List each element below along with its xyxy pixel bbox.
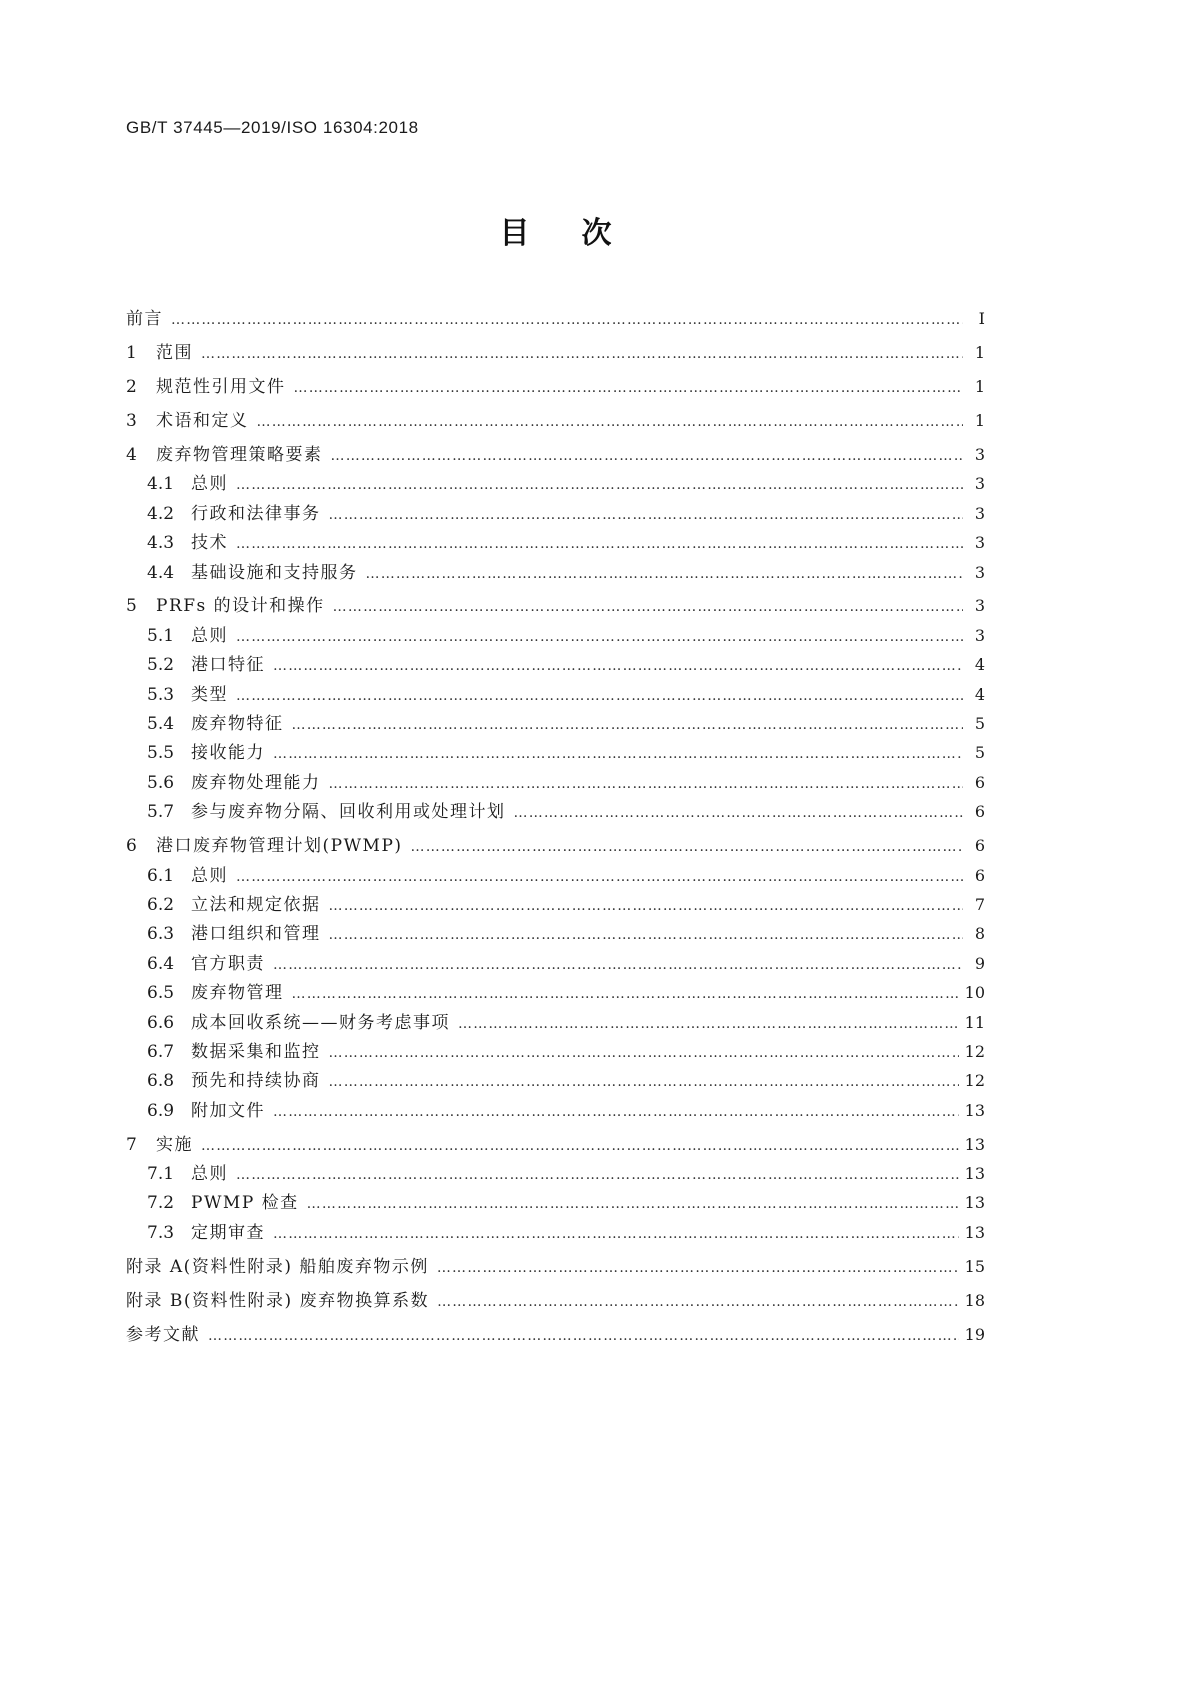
toc-entry-label: 附录 B(资料性附录) 废弃物换算系数 [126, 1290, 430, 1311]
toc-entry-page-number: 6 [974, 865, 985, 885]
toc-entry-label: 规范性引用文件 [156, 376, 286, 397]
toc-entry-number: 5.1 [147, 625, 175, 646]
toc-entry-label: 类型 [191, 684, 228, 705]
toc-entry[interactable] [126, 831, 985, 860]
toc-entry-page-number: 10 [964, 983, 985, 1003]
toc-entry-page-number: 3 [974, 596, 985, 616]
toc-entry-page-number: 3 [974, 444, 985, 464]
toc-entry-number: 6.1 [147, 865, 175, 886]
toc-entry[interactable] [126, 1008, 985, 1037]
dot-leader [333, 593, 963, 622]
toc-entry-page-number: 13 [964, 1164, 985, 1184]
toc-entry-number: 6.7 [147, 1041, 175, 1062]
dot-leader [273, 1220, 959, 1249]
dot-leader [236, 1161, 959, 1190]
toc-entry-page-number: 3 [974, 474, 985, 494]
toc-entry-number: 7.3 [147, 1222, 175, 1243]
dot-leader [329, 892, 964, 921]
toc-entry[interactable] [126, 591, 985, 620]
toc-entry-number: 6.6 [147, 1012, 175, 1033]
toc-entry[interactable] [126, 1188, 985, 1217]
toc-entry-label: 实施 [156, 1134, 193, 1155]
toc-entry-number: 6 [126, 836, 137, 857]
toc-entry[interactable] [126, 1320, 985, 1349]
toc-entry-label: 前言 [126, 309, 163, 329]
toc-entry-page-number: 15 [964, 1256, 985, 1276]
toc-entry-number: 5 [126, 596, 137, 617]
dot-leader [201, 1132, 959, 1161]
toc-entry-number: 5.2 [147, 655, 175, 676]
toc-entry-number: 6.3 [147, 924, 175, 945]
toc-entry-number: 6.5 [147, 983, 175, 1004]
toc-entry-number: 7 [126, 1134, 137, 1155]
dot-leader [292, 711, 964, 740]
toc-entry-label: 行政和法律事务 [191, 503, 321, 524]
toc-entry[interactable] [126, 890, 985, 919]
dot-leader [236, 530, 963, 559]
toc-entry-number: 4.2 [147, 503, 175, 524]
toc-entry-page-number: 13 [964, 1100, 985, 1120]
toc-entry-page-number: 18 [964, 1290, 985, 1310]
toc-entry-number: 1 [126, 342, 137, 363]
toc-entry-page-number: 13 [964, 1134, 985, 1154]
toc-entry-page-number: 1 [974, 376, 985, 396]
toc-entry-number: 5.6 [147, 772, 175, 793]
dot-leader [329, 501, 964, 530]
toc-entry[interactable] [126, 978, 985, 1007]
dot-leader [329, 1068, 959, 1097]
toc-entry[interactable] [126, 709, 985, 738]
toc-entry-label: 接收能力 [191, 743, 265, 764]
toc-entry-page-number: 3 [974, 533, 985, 553]
toc-entry-number: 6.9 [147, 1100, 175, 1121]
toc-entry-label: PWMP 检查 [191, 1193, 299, 1214]
toc-entry-label: 定期审查 [191, 1222, 265, 1243]
toc-entry-page-number: 13 [964, 1222, 985, 1242]
dot-leader [273, 951, 963, 980]
dot-leader [329, 921, 964, 950]
toc-entry-label: 术语和定义 [156, 410, 249, 431]
toc-entry[interactable] [126, 738, 985, 767]
dot-leader [437, 1254, 959, 1283]
toc-entry-page-number: 13 [964, 1193, 985, 1213]
toc-entry[interactable] [126, 304, 985, 333]
toc-entry[interactable] [126, 1096, 985, 1125]
toc-entry[interactable] [126, 621, 985, 650]
toc-entry[interactable] [126, 558, 985, 587]
toc-entry[interactable] [126, 338, 985, 367]
toc-entry-number: 5.5 [147, 743, 175, 764]
toc-entry-page-number: Ⅰ [978, 309, 985, 328]
toc-entry-number: 5.4 [147, 714, 175, 735]
toc-entry-page-number: 4 [974, 655, 985, 675]
dot-leader [273, 740, 963, 769]
toc-entry-label: 预先和持续协商 [191, 1071, 321, 1092]
title-char-left: 目 [499, 216, 530, 251]
toc-entry[interactable] [126, 528, 985, 557]
toc-entry-label: 附加文件 [191, 1100, 265, 1121]
toc-entry-label: 数据采集和监控 [191, 1041, 321, 1062]
table-of-contents [126, 304, 985, 1349]
page-title [0, 208, 1111, 252]
toc-entry-number: 2 [126, 376, 137, 397]
toc-entry[interactable] [126, 499, 985, 528]
toc-entry-page-number: 12 [964, 1041, 985, 1061]
dot-leader [273, 652, 963, 681]
dot-leader [366, 560, 964, 589]
toc-entry-page-number: 3 [974, 562, 985, 582]
toc-entry-label: 官方职责 [191, 953, 265, 974]
toc-entry[interactable] [126, 919, 985, 948]
dot-leader [208, 1322, 959, 1351]
toc-entry-label: 参考文献 [126, 1324, 200, 1345]
toc-entry-page-number: 4 [974, 684, 985, 704]
dot-leader [294, 374, 964, 403]
dot-leader [201, 340, 963, 369]
toc-entry-label: 港口特征 [191, 655, 265, 676]
dot-leader [307, 1190, 959, 1219]
toc-entry[interactable] [126, 949, 985, 978]
toc-entry[interactable] [126, 1159, 985, 1188]
toc-entry-label: 参与废弃物分隔、回收利用或处理计划 [191, 802, 506, 823]
toc-entry-page-number: 5 [974, 714, 985, 734]
dot-leader [236, 471, 963, 500]
toc-entry-label: 总则 [191, 1164, 228, 1185]
toc-entry-page-number: 11 [964, 1012, 985, 1032]
toc-entry-page-number: 3 [974, 625, 985, 645]
toc-entry-number: 3 [126, 410, 137, 431]
toc-entry-label: 港口组织和管理 [191, 924, 321, 945]
toc-entry-number: 7.2 [147, 1193, 175, 1214]
toc-entry[interactable] [126, 406, 985, 435]
toc-entry-label: 港口废弃物管理计划(PWMP) [156, 836, 403, 857]
toc-entry[interactable] [126, 768, 985, 797]
dot-leader [514, 799, 964, 828]
toc-entry-number: 4.4 [147, 562, 175, 583]
dot-leader [171, 306, 963, 335]
toc-entry[interactable] [126, 1037, 985, 1066]
toc-entry-page-number: 6 [974, 772, 985, 792]
toc-entry[interactable] [126, 1252, 985, 1281]
toc-entry-label: 技术 [191, 533, 228, 554]
toc-entry-page-number: 8 [974, 924, 985, 944]
toc-entry-label: 成本回收系统——财务考虑事项 [191, 1012, 450, 1033]
toc-entry-page-number: 6 [974, 802, 985, 822]
toc-entry-label: 立法和规定依据 [191, 894, 321, 915]
toc-entry[interactable] [126, 1286, 985, 1315]
toc-entry[interactable] [126, 1218, 985, 1247]
toc-entry-label: 范围 [156, 342, 193, 363]
dot-leader [236, 682, 963, 711]
toc-entry-number: 5.7 [147, 802, 175, 823]
toc-entry-number: 6.8 [147, 1071, 175, 1092]
standard-number: GB/T 37445—2019/ISO 16304:2018 [126, 118, 419, 137]
title-char-right: 次 [581, 216, 612, 251]
toc-entry[interactable] [126, 650, 985, 679]
toc-entry-page-number: 3 [974, 503, 985, 523]
toc-entry-page-number: 5 [974, 743, 985, 763]
toc-entry-number: 4 [126, 444, 137, 465]
toc-entry-label: 废弃物管理 [191, 983, 284, 1004]
toc-entry-label: 废弃物管理策略要素 [156, 444, 323, 465]
toc-entry-page-number: 12 [964, 1071, 985, 1091]
dot-leader [329, 770, 964, 799]
toc-entry-label: 废弃物特征 [191, 714, 284, 735]
dot-leader [329, 1039, 959, 1068]
dot-leader [458, 1010, 959, 1039]
toc-entry-number: 4.1 [147, 474, 175, 495]
toc-entry-label: 附录 A(资料性附录) 船舶废弃物示例 [126, 1256, 429, 1277]
dot-leader [437, 1288, 959, 1317]
toc-entry-number: 6.2 [147, 894, 175, 915]
toc-entry-page-number: 1 [974, 410, 985, 430]
toc-entry[interactable] [126, 797, 985, 826]
dot-leader [236, 623, 963, 652]
toc-entry-page-number: 9 [974, 953, 985, 973]
toc-entry[interactable] [126, 469, 985, 498]
toc-entry[interactable] [126, 680, 985, 709]
dot-leader [236, 863, 963, 892]
toc-entry-number: 6.4 [147, 953, 175, 974]
toc-entry-label: 总则 [191, 625, 228, 646]
toc-entry-page-number: 19 [964, 1324, 985, 1344]
toc-entry-number: 5.3 [147, 684, 175, 705]
toc-entry-page-number: 6 [974, 836, 985, 856]
toc-entry[interactable] [126, 1130, 985, 1159]
toc-entry[interactable] [126, 1066, 985, 1095]
toc-entry[interactable] [126, 861, 985, 890]
toc-entry-page-number: 7 [974, 894, 985, 914]
toc-entry-number: 4.3 [147, 533, 175, 554]
toc-entry-number: 7.1 [147, 1164, 175, 1185]
dot-leader [411, 833, 963, 862]
dot-leader [257, 408, 964, 437]
toc-entry-page-number: 1 [974, 342, 985, 362]
toc-entry-label: 总则 [191, 474, 228, 495]
dot-leader [292, 980, 959, 1009]
toc-entry-label: 废弃物处理能力 [191, 772, 321, 793]
toc-entry-label: 总则 [191, 865, 228, 886]
dot-leader [331, 442, 964, 471]
toc-entry-label: PRFs 的设计和操作 [156, 596, 325, 617]
toc-entry-label: 基础设施和支持服务 [191, 562, 358, 583]
toc-entry[interactable] [126, 440, 985, 469]
dot-leader [273, 1098, 959, 1127]
toc-entry[interactable] [126, 372, 985, 401]
